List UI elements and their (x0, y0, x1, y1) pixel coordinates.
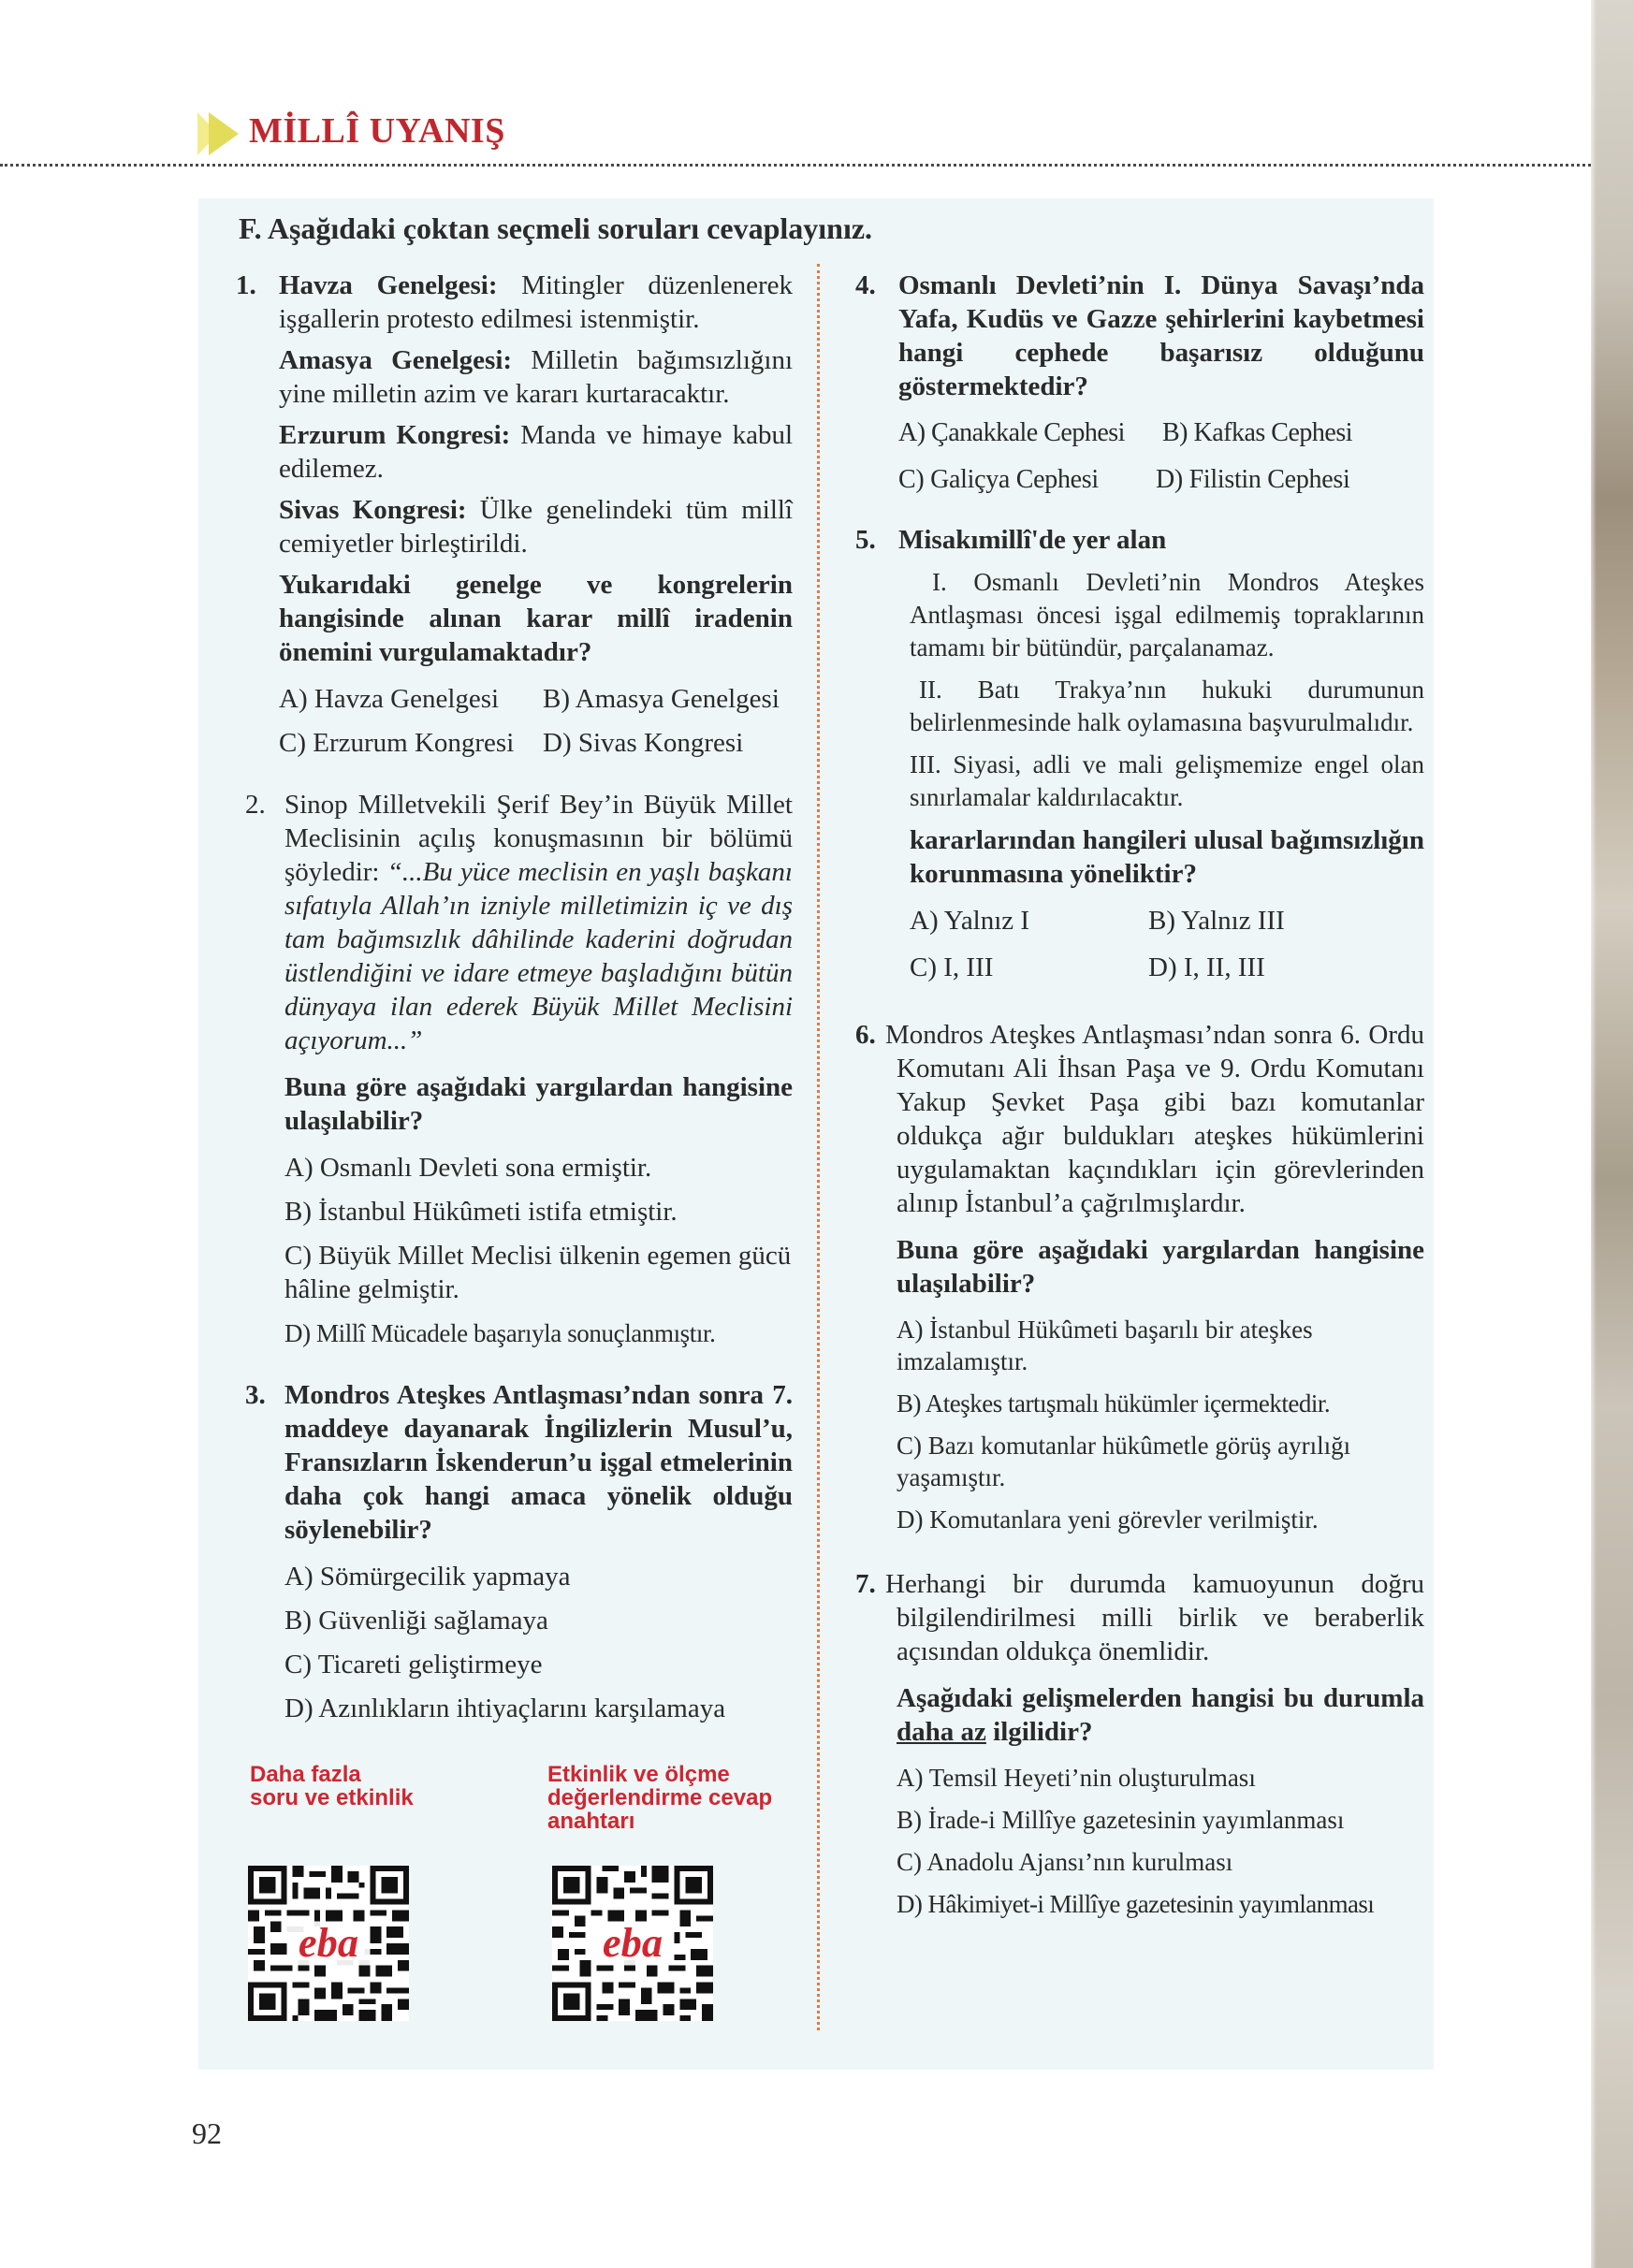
option-b[interactable]: B) Kafkas Cephesi (1162, 418, 1353, 447)
option-a[interactable]: A) Temsil Heyeti’nin oluşturulması (897, 1764, 1256, 1792)
option-row (898, 951, 1424, 984)
qr-label-more: Daha fazla soru ve etkinlik (250, 1762, 414, 1810)
option-a[interactable]: A) Yalnız I (910, 906, 1030, 936)
option-list (885, 1762, 1424, 1920)
question-text: Osmanlı Devleti’nin I. Dünya Savaşı’nda Yafa, Kudüs ve Gazze şehirlerini kaybetmesi hangi cephede başarısız olduğunu göstermektedir? (898, 270, 1424, 401)
option-c[interactable]: C) Erzurum Kongresi (279, 728, 515, 758)
right-column (855, 269, 1424, 1946)
option-d[interactable]: D) Komutanlara yeni görevler verilmiştir. (897, 1505, 1319, 1534)
option-b[interactable]: B) İrade-i Millîye gazetesinin yayımlanması (897, 1806, 1345, 1834)
question-intro: Sinop Milletvekili Şerif Bey’in Büyük Millet Meclisinin açılış konuşmasının bir bölümü şöyledir: “...Bu yüce meclisin en yaşlı başkanı sıfatıyla Allah’ın izniyle milletimizin iç ve dış tam bağımsızlık dâhilinde kaderini doğrudan üstlendiğini ve idare etmeye başladığını bütün dünyaya ilan ederek Büyük Millet Meclisini açıyorum...” (284, 790, 793, 1055)
option-d[interactable]: D) Filistin Cephesi (1156, 465, 1350, 494)
statement-i: I. Osmanlı Devleti’nin Mondros Ateşkes Antlaşması öncesi işgal edilmemiş topraklarının tamamı bir bütündür, parçalanamaz. (910, 568, 1424, 662)
statement: Sivas Kongresi: Ülke genelindeki tüm millî cemiyetler birleştirildi. (279, 495, 793, 559)
statement-iii: III. Siyasi, adli ve mali gelişmemize engel olan sınırlamalar kaldırılacaktır. (910, 750, 1424, 811)
left-column (236, 269, 793, 1752)
option-c[interactable]: C) Anadolu Ajansı’nın kurulması (897, 1848, 1233, 1876)
question-7 (855, 1567, 1424, 1920)
question-6 (855, 1018, 1424, 1535)
option-d[interactable]: D) Hâkimiyet-i Millîye gazetesinin yayımlanması (897, 1890, 1375, 1918)
option-d[interactable]: D) Sivas Kongresi (543, 728, 744, 758)
statement-list (898, 566, 1424, 814)
statement-ii: II. Batı Trakya’nın hukuki durumunun belirlenmesinde halk oylamasına başvurulmalıdır. (910, 676, 1424, 736)
section-title: F. Aşağıdaki çoktan seçmeli soruları cevaplayınız. (239, 211, 873, 245)
column-divider (817, 264, 820, 2030)
question-text: Aşağıdaki gelişmelerden hangisi bu durumla daha az ilgilidir? (897, 1683, 1424, 1747)
qr-code-answers[interactable] (552, 1866, 713, 2021)
statement: Erzurum Kongresi: Manda ve himaye kabul edilemez. (279, 420, 794, 484)
option-a[interactable]: A) Havza Genelgesi (279, 684, 500, 714)
option-c[interactable]: C) Galiçya Cephesi (898, 465, 1099, 494)
question-3 (236, 1378, 793, 1725)
qr-label-answers: Etkinlik ve ölçme değerlendirme cevap anahtarı (547, 1762, 773, 1834)
page-edge-photo (1591, 0, 1633, 2268)
option-b[interactable]: B) Güvenliği sağlamaya (284, 1606, 548, 1636)
option-a[interactable]: A) Sömürgecilik yapmaya (284, 1562, 571, 1592)
question-intro: Misakımillî'de yer alan (898, 525, 1167, 555)
question-2 (236, 788, 793, 1350)
statement: Amasya Genelgesi: Milletin bağımsızlığını yine milletin azim ve kararı kurtaracaktır. (279, 345, 794, 409)
chevron-right-icon (197, 112, 239, 155)
question-number: 3. (245, 1380, 266, 1410)
question-number: 7. (855, 1569, 876, 1599)
option-a[interactable]: A) Çanakkale Cephesi (898, 418, 1125, 447)
qr-code-icon (248, 1866, 409, 2021)
option-row (898, 416, 1424, 450)
qr-code-more[interactable] (248, 1866, 409, 2021)
question-number: 6. (855, 1020, 876, 1050)
option-b[interactable]: B) Yalnız III (1148, 906, 1285, 936)
question-text: Mondros Ateşkes Antlaşması’ndan sonra 7. maddeye dayanarak İngilizlerin Musul’u, Fransızların İskenderun’u işgal etmelerinin daha çok hangi amaca yönelik olduğu söylenebilir? (284, 1380, 793, 1545)
question-4 (855, 269, 1424, 497)
option-c[interactable]: C) Ticareti geliştirmeye (284, 1650, 543, 1679)
question-number: 4. (855, 270, 876, 300)
question-text: Yukarıdaki genelge ve kongrelerin hangisinde alınan karar millî iradenin önemini vurgulamaktadır? (279, 570, 793, 667)
option-b[interactable]: B) İstanbul Hükûmeti istifa etmiştir. (284, 1197, 678, 1227)
page-number: 92 (192, 2116, 222, 2150)
option-d[interactable]: D) Azınlıkların ihtiyaçlarını karşılamaya (284, 1694, 726, 1723)
question-text: Buna göre aşağıdaki yargılardan hangisine ulaşılabilir? (284, 1072, 793, 1136)
option-a[interactable]: A) Osmanlı Devleti sona ermiştir. (284, 1153, 652, 1183)
question-text: Buna göre aşağıdaki yargılardan hangisine ulaşılabilir? (897, 1235, 1424, 1299)
question-intro: Mondros Ateşkes Antlaşması’ndan sonra 6. Ordu Komutanı Ali İhsan Paşa ve 9. Ordu Komutanı Yakup Şevket Paşa gibi bazı komutanlar oldukça ağır buldukları ateşkes hükümlerini uygulamaktan kaçındıkları için görevlerinden alınıp İstanbul’a çağrılmışlardır. (885, 1020, 1424, 1218)
question-intro: Herhangi bir durumda kamuoyunun doğru bilgilendirilmesi milli birlik ve beraberlik açısından oldukça önemlidir. (885, 1569, 1424, 1666)
statement: Havza Genelgesi: Mitingler düzenlenerek işgallerin protesto edilmesi istenmiştir. (279, 270, 793, 334)
question-5 (855, 523, 1424, 984)
question-text: kararlarından hangileri ulusal bağımsızlığın korunmasına yöneliktir? (910, 825, 1424, 889)
option-row (279, 726, 793, 760)
option-row (898, 904, 1424, 938)
option-d[interactable]: D) Millî Mücadele başarıyla sonuçlanmıştır. (284, 1319, 716, 1347)
question-1 (236, 269, 793, 760)
svg-text:eba: eba (602, 1919, 663, 1967)
header-divider (0, 164, 1591, 167)
question-number: 1. (236, 270, 256, 300)
option-c[interactable]: C) Bazı komutanlar hükûmetle görüş ayrılığı yaşamıştır. (897, 1432, 1351, 1491)
question-number: 5. (855, 525, 876, 555)
option-a[interactable]: A) İstanbul Hükûmeti başarılı bir ateşkes imzalamıştır. (897, 1316, 1313, 1375)
option-list (885, 1314, 1424, 1535)
chapter-title: MİLLÎ UYANIŞ (249, 111, 505, 151)
qr-code-icon (552, 1866, 713, 2021)
svg-text:eba: eba (298, 1919, 359, 1967)
option-b[interactable]: B) Ateşkes tartışmalı hükümler içermektedir. (897, 1389, 1331, 1418)
option-row (279, 682, 793, 716)
option-d[interactable]: D) I, II, III (1148, 952, 1265, 982)
question-number: 2. (245, 790, 266, 820)
option-c[interactable]: C) I, III (910, 952, 994, 982)
option-b[interactable]: B) Amasya Genelgesi (543, 684, 780, 714)
option-c[interactable]: C) Büyük Millet Meclisi ülkenin egemen gücü hâline gelmiştir. (284, 1241, 792, 1304)
option-row (898, 463, 1424, 497)
